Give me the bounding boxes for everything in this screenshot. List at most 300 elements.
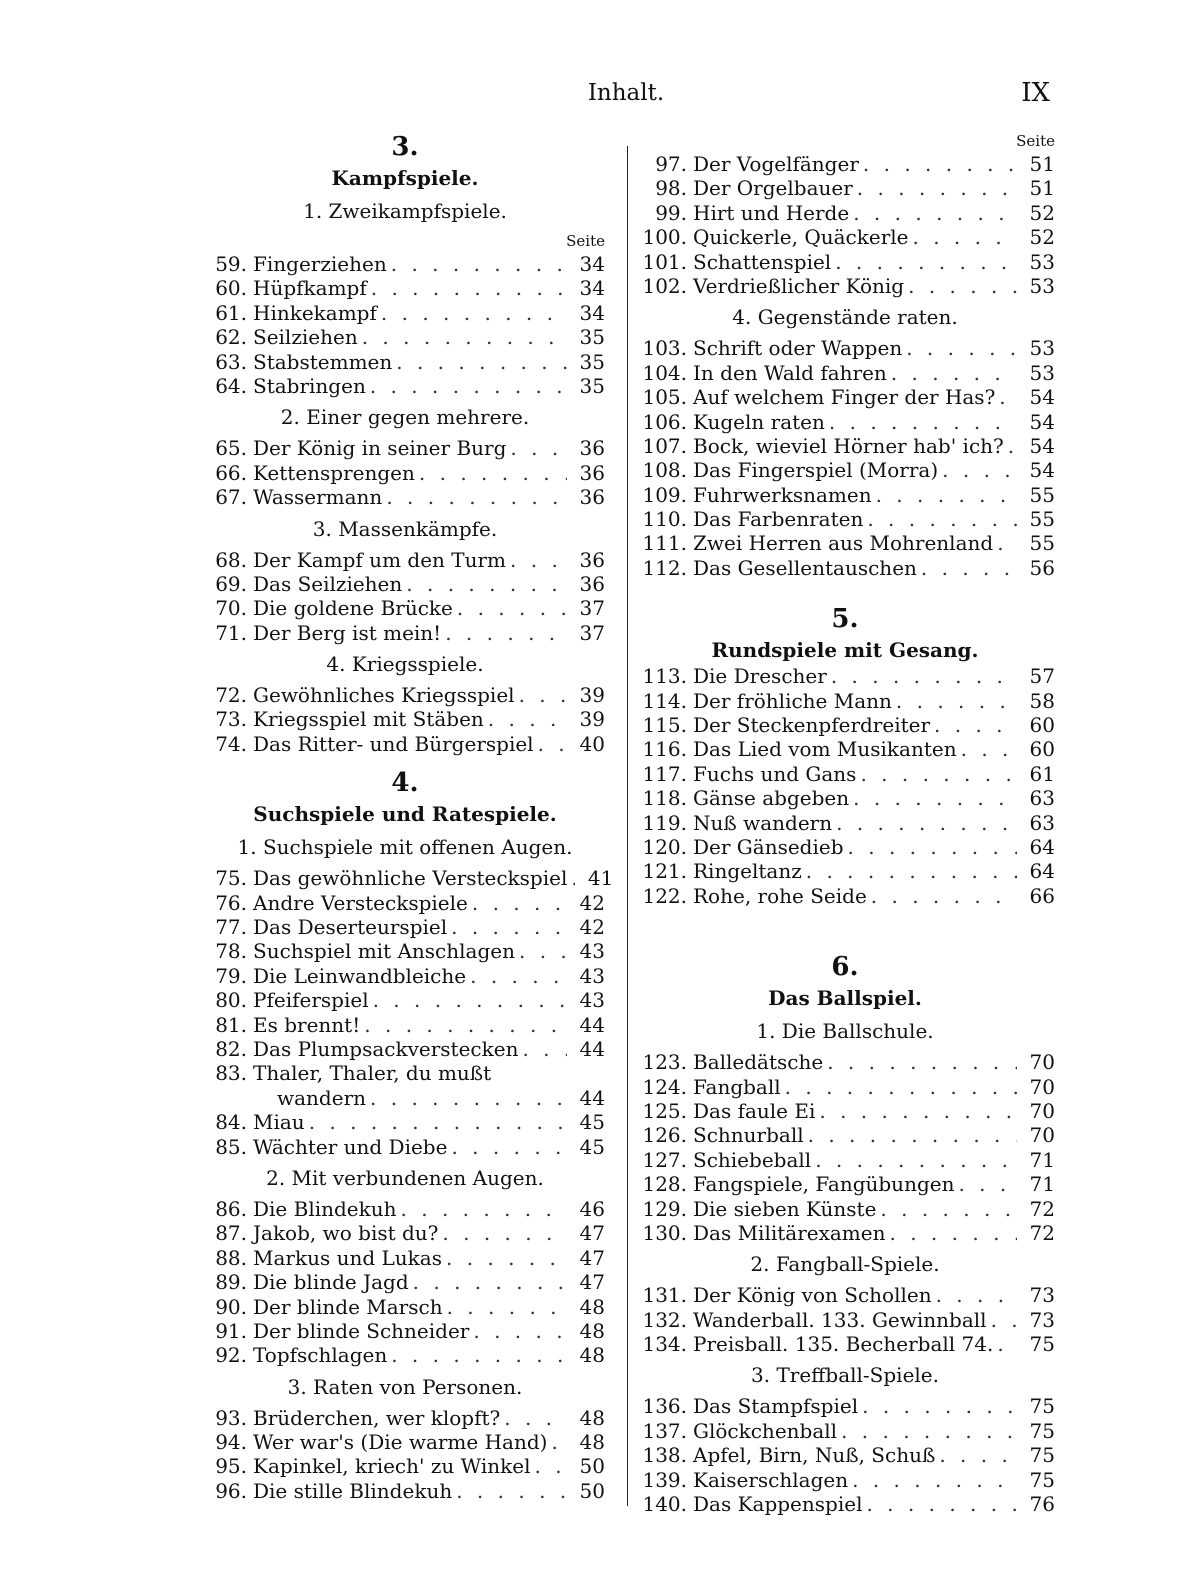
entry-page: 71: [1029, 1147, 1055, 1172]
entry-page: 35: [579, 373, 605, 398]
running-title: Inhalt.: [587, 80, 665, 106]
toc-entry: [635, 152, 1055, 176]
entry-title: Kriegsspiel mit Stäben: [253, 707, 484, 732]
entry-title: Schnurball: [693, 1123, 804, 1148]
toc-entry: [205, 461, 605, 485]
entry-number: 125.: [642, 1098, 687, 1123]
toc-entry: [635, 225, 1055, 249]
entry-title: Die sieben Künste: [693, 1196, 877, 1221]
entry-number: 74.: [215, 731, 247, 756]
entry-title: Wer war's (Die warme Hand): [253, 1430, 548, 1455]
entry-list: [635, 152, 1055, 298]
entry-number: 138.: [642, 1443, 687, 1468]
entry-number: 124.: [642, 1074, 687, 1099]
entry-number: 92.: [215, 1343, 247, 1368]
entry-page: 39: [579, 707, 605, 732]
entry-page: 45: [579, 1110, 605, 1135]
entry-title: Brüderchen, wer klopft?: [253, 1405, 501, 1430]
toc-entry: [635, 859, 1055, 883]
entry-title: Der blinde Marsch: [253, 1294, 443, 1319]
entry-number: 91.: [215, 1318, 247, 1343]
entry-number: 68.: [215, 547, 247, 572]
entry-number: 59.: [215, 252, 247, 276]
seite-label: Seite: [566, 232, 605, 250]
entry-list: [635, 1283, 1055, 1356]
toc-entry: [205, 1197, 605, 1221]
toc-entry: [205, 350, 605, 374]
entry-number: 87.: [215, 1221, 247, 1246]
leader-dots: [849, 201, 1017, 225]
entry-page: 42: [579, 915, 605, 940]
toc-entry: [635, 1283, 1055, 1307]
entry-number: 131.: [642, 1283, 687, 1308]
entry-number: 89.: [215, 1270, 247, 1295]
leader-dots: [930, 713, 1017, 737]
leader-dots: [827, 664, 1017, 688]
leader-dots: [387, 252, 567, 276]
entry-page: 53: [1029, 336, 1055, 361]
entry-title: Kaiserschlagen: [693, 1467, 849, 1492]
section-title: Kampfspiele.: [331, 166, 479, 190]
entry-title: Der König von Schollen: [693, 1283, 932, 1308]
entry-title: Gewöhnliches Kriegsspiel: [253, 683, 515, 708]
page-number: IX: [1021, 78, 1050, 108]
leader-dots: [506, 436, 567, 460]
entry-page: 66: [1029, 883, 1055, 908]
entry-title: Kugeln raten: [693, 409, 825, 434]
toc-entry: [205, 1270, 605, 1294]
entry-page: 70: [1029, 1123, 1055, 1148]
entry-list: [205, 548, 605, 646]
toc-entry: [205, 1061, 605, 1085]
subsection-title: 2. Fangball-Spiele.: [750, 1252, 940, 1277]
entry-title: Zwei Herren aus Mohrenland: [693, 531, 994, 556]
toc-entry: [635, 1221, 1055, 1245]
entry-number: 120.: [642, 834, 687, 859]
entry-number: 93.: [215, 1405, 247, 1430]
entry-number: 129.: [642, 1196, 687, 1221]
leader-dots: [484, 707, 567, 731]
toc-entry: [205, 866, 614, 891]
entry-number: 77.: [215, 915, 247, 940]
toc-entry: [635, 1148, 1055, 1172]
entry-page: 60: [1029, 713, 1055, 738]
entry-title: Der Orgelbauer: [693, 176, 853, 201]
toc-entry: [635, 556, 1055, 580]
entry-page: 47: [579, 1270, 605, 1295]
entry-page: 34: [579, 252, 605, 276]
leader-dots: [366, 374, 567, 398]
toc-entry: [635, 410, 1055, 434]
toc-entry: [205, 1037, 605, 1061]
entry-page: 35: [579, 349, 605, 374]
entry-title: Jakob, wo bist du?: [253, 1221, 439, 1246]
subsection-title: 3. Treffball-Spiele.: [751, 1363, 939, 1388]
entry-page: 63: [1029, 810, 1055, 835]
entry-title: Fangball: [693, 1074, 781, 1099]
entry-number: 71.: [215, 620, 247, 645]
entry-title: In den Wald fahren: [693, 360, 887, 385]
leader-dots: [567, 866, 575, 890]
entry-list: [635, 1394, 1055, 1516]
toc-entry: [635, 1050, 1055, 1074]
toc-entry-continuation: [205, 1086, 605, 1110]
entry-title: Die Drescher: [693, 664, 827, 689]
toc-entry: [205, 485, 605, 509]
toc-entry: [205, 683, 605, 707]
toc-entry: [205, 1013, 605, 1037]
entry-number: 102.: [642, 273, 687, 298]
toc-entry: [205, 621, 605, 645]
entry-list: [205, 683, 605, 756]
entry-number: 88.: [215, 1245, 247, 1270]
toc-entry: [635, 664, 1055, 688]
toc-entry: [635, 434, 1055, 458]
entry-title: Seilziehen: [253, 325, 358, 350]
entry-title: Auf welchem Finger der Has?: [693, 385, 996, 410]
leader-dots: [466, 964, 567, 988]
seite-label: Seite: [1016, 132, 1055, 150]
toc-entry: [635, 1492, 1055, 1516]
leader-dots: [500, 1406, 567, 1430]
entry-number: 60.: [215, 276, 247, 301]
toc-entry: [205, 732, 605, 756]
leader-dots: [856, 762, 1017, 786]
entry-page: 42: [579, 890, 605, 915]
entry-number: 103.: [642, 336, 687, 361]
entry-title: Wanderball. 133. Gewinnball: [693, 1307, 987, 1332]
leader-dots: [957, 737, 1017, 761]
entry-page: 43: [579, 939, 605, 964]
toc-entry: [205, 1246, 605, 1270]
entry-page: 75: [1029, 1332, 1055, 1357]
entry-number: 69.: [215, 571, 247, 596]
entry-number: 106.: [642, 409, 687, 434]
right-column: [635, 130, 1055, 1516]
leader-dots: [367, 276, 567, 300]
entry-title: Der Berg ist mein!: [253, 620, 442, 645]
entry-title: Hinkekampf: [253, 300, 377, 325]
leader-dots: [844, 835, 1017, 859]
entry-page: 75: [1029, 1418, 1055, 1443]
entry-number: 109.: [642, 482, 687, 507]
entry-page: 63: [1029, 786, 1055, 811]
entry-title: Verdrießlicher König: [693, 273, 905, 298]
entry-title: Die stille Blindekuh: [253, 1478, 453, 1503]
entry-page: 48: [579, 1405, 605, 1430]
entry-number: 94.: [215, 1430, 247, 1455]
entry-page: 54: [1029, 409, 1055, 434]
entry-title: Das Deserteurspiel: [253, 915, 448, 940]
toc-entry: [205, 1319, 605, 1343]
entry-page: 55: [1029, 531, 1055, 556]
entry-number: 104.: [642, 360, 687, 385]
entry-title: Hirt und Herde: [693, 200, 850, 225]
leader-dots: [530, 1454, 567, 1478]
entry-number: 112.: [642, 555, 687, 580]
entry-title: Der Gänsedieb: [693, 834, 844, 859]
entry-number: 75.: [215, 866, 247, 891]
entry-number: 101.: [642, 249, 687, 274]
entry-list: [205, 1110, 605, 1159]
entry-list: [205, 436, 605, 509]
subsection-title: 1. Suchspiele mit offenen Augen.: [237, 835, 573, 860]
entry-title: Das Kappenspiel: [693, 1492, 863, 1517]
entry-number: 80.: [215, 988, 247, 1013]
leader-dots: [876, 1197, 1017, 1221]
entry-list: [635, 336, 1055, 580]
leader-dots: [469, 1319, 567, 1343]
leader-dots: [781, 1075, 1017, 1099]
toc-entry: [635, 1394, 1055, 1418]
entry-title: Bock, wieviel Hörner hab' ich?: [693, 433, 1004, 458]
toc-entry: [635, 884, 1055, 908]
leader-dots: [811, 1148, 1017, 1172]
toc-entry: [205, 1454, 605, 1478]
entry-number: 84.: [215, 1110, 247, 1135]
leader-dots: [832, 811, 1017, 835]
entry-number: 99.: [655, 200, 687, 225]
entry-page: 40: [579, 731, 605, 756]
leader-dots: [518, 1037, 567, 1061]
leader-dots: [909, 225, 1018, 249]
entry-page: 50: [579, 1454, 605, 1479]
subsection-title: 2. Einer gegen mehrere.: [280, 405, 530, 430]
entry-title: Das Lied vom Musikanten: [693, 737, 957, 762]
leader-dots: [366, 1086, 567, 1110]
leader-dots: [862, 1492, 1017, 1516]
toc-entry: [635, 507, 1055, 531]
entry-page: 35: [579, 325, 605, 350]
leader-dots: [886, 1221, 1018, 1245]
toc-entry: [635, 1172, 1055, 1196]
entry-page: 70: [1029, 1074, 1055, 1099]
toc-entry: [635, 713, 1055, 737]
toc-entry: [635, 1197, 1055, 1221]
toc-entry: [635, 483, 1055, 507]
entry-page: 75: [1029, 1394, 1055, 1419]
entry-page: 48: [579, 1343, 605, 1368]
entry-title: Der Vogelfänger: [693, 152, 859, 176]
toc-entry: [635, 336, 1055, 360]
toc-entry: [205, 374, 605, 398]
toc-entry: [635, 531, 1055, 555]
entry-number: 97.: [655, 152, 687, 176]
entry-page: 72: [1029, 1220, 1055, 1245]
entry-page: 57: [1029, 664, 1055, 689]
left-column: [205, 130, 614, 1503]
entry-title: Stabstemmen: [253, 349, 393, 374]
leader-dots: [938, 458, 1017, 482]
entry-title: Gänse abgeben: [693, 786, 850, 811]
leader-dots: [863, 507, 1017, 531]
entry-number: 130.: [642, 1220, 687, 1245]
entry-title: Fuchs und Gans: [693, 761, 857, 786]
entry-page: 52: [1029, 225, 1055, 250]
toc-entry: [635, 385, 1055, 409]
entry-page: 51: [1029, 152, 1055, 176]
entry-number: 110.: [642, 507, 687, 532]
entry-page: 53: [1029, 273, 1055, 298]
entry-page: 53: [1029, 360, 1055, 385]
entry-title: Schiebeball: [693, 1147, 812, 1172]
entry-title: Thaler, Thaler, du mußt: [253, 1061, 492, 1086]
entry-page: 43: [579, 988, 605, 1013]
entry-page: 36: [579, 571, 605, 596]
entry-page: 71: [1029, 1172, 1055, 1197]
entry-title: Es brennt!: [253, 1012, 361, 1037]
entry-number: 96.: [215, 1478, 247, 1503]
section-number: 4.: [391, 768, 419, 799]
toc-entry: [635, 1308, 1055, 1332]
leader-dots: [993, 531, 1017, 555]
toc-entry: [205, 252, 605, 276]
entry-page: 75: [1029, 1467, 1055, 1492]
leader-dots: [506, 548, 567, 572]
leader-dots: [377, 301, 567, 325]
entry-title: Das Plumpsackverstecken: [253, 1036, 519, 1061]
leader-dots: [859, 152, 1017, 176]
entry-number: 76.: [215, 890, 247, 915]
leader-dots: [369, 988, 567, 1012]
leader-dots: [515, 939, 567, 963]
entry-page: 51: [1029, 176, 1055, 201]
entry-title: Markus und Lukas: [253, 1245, 442, 1270]
entry-title: Apfel, Birn, Nuß, Schuß: [693, 1443, 936, 1468]
leader-dots: [382, 485, 567, 509]
entry-page: 56: [1029, 555, 1055, 580]
entry-page: 39: [579, 683, 605, 708]
entry-number: 113.: [642, 664, 687, 689]
toc-entry: [205, 1343, 605, 1367]
toc-entry: [635, 835, 1055, 859]
entry-title: Rohe, rohe Seide: [693, 883, 867, 908]
leader-dots: [831, 250, 1017, 274]
entry-list: [205, 1197, 605, 1368]
toc-entry: [635, 811, 1055, 835]
toc-entry: [205, 301, 605, 325]
leader-dots: [305, 1110, 567, 1134]
leader-dots: [954, 1172, 1017, 1196]
entry-title: Kapinkel, kriech' zu Winkel: [253, 1454, 531, 1479]
toc-entry: [205, 1221, 605, 1245]
entry-title: Der Kampf um den Turm: [253, 547, 507, 572]
entry-number: 118.: [642, 786, 687, 811]
entry-title: Suchspiel mit Anschlagen: [253, 939, 515, 964]
entry-page: 70: [1029, 1050, 1055, 1075]
entry-page: 54: [1029, 433, 1055, 458]
toc-entry: [205, 276, 605, 300]
entry-page: 64: [1029, 859, 1055, 884]
entry-page: 36: [579, 460, 605, 485]
entry-title: Schattenspiel: [693, 249, 832, 274]
entry-number: 121.: [642, 859, 687, 884]
entry-title: Fuhrwerksnamen: [693, 482, 872, 507]
entry-number: 127.: [642, 1147, 687, 1172]
subsection-title: 1. Die Ballschule.: [756, 1019, 934, 1044]
entry-title: Das Gesellentauschen: [693, 555, 917, 580]
section-title: Rundspiele mit Gesang.: [711, 638, 979, 663]
leader-dots: [468, 891, 567, 915]
entry-title: Das Ritter- und Bürgerspiel: [253, 731, 534, 756]
entry-title: Die Leinwandbleiche: [253, 963, 467, 988]
entry-page: 55: [1029, 507, 1055, 532]
subsection-title: 4. Gegenstände raten.: [732, 305, 958, 330]
entry-page: 54: [1029, 385, 1055, 410]
leader-dots: [917, 556, 1017, 580]
entry-number: 63.: [215, 349, 247, 374]
leader-dots: [387, 1343, 567, 1367]
entry-number: 105.: [642, 385, 687, 410]
entry-title: Hüpfkampf: [253, 276, 367, 301]
entry-title: Das Stampfspiel: [693, 1394, 859, 1419]
entry-title: Wächter und Diebe: [253, 1134, 448, 1159]
entry-title: Die blinde Jagd: [253, 1270, 409, 1295]
entry-title: Wassermann: [253, 485, 383, 510]
entry-title: Der blinde Schneider: [253, 1318, 470, 1343]
entry-number: 126.: [642, 1123, 687, 1148]
leader-dots: [825, 410, 1017, 434]
leader-dots: [547, 1430, 567, 1454]
leader-dots: [802, 859, 1017, 883]
toc-entry: [205, 939, 605, 963]
toc-entry: [635, 361, 1055, 385]
toc-entry: [205, 988, 605, 1012]
toc-entry: [635, 1332, 1055, 1356]
entry-number: 128.: [642, 1172, 687, 1197]
entry-number: 81.: [215, 1012, 247, 1037]
entry-number: 64.: [215, 373, 247, 398]
toc-entry: [205, 1479, 605, 1503]
leader-dots: [441, 621, 567, 645]
toc-entry: [635, 176, 1055, 200]
toc-entry: [205, 436, 605, 460]
entry-title: Das gewöhnliche Versteckspiel: [253, 866, 568, 891]
entry-number: 132.: [642, 1307, 687, 1332]
entry-number: 136.: [642, 1394, 687, 1419]
entry-page: 53: [1029, 249, 1055, 274]
toc-entry: [205, 1110, 605, 1134]
entry-page: 76: [1029, 1492, 1055, 1517]
entry-page: 34: [579, 276, 605, 301]
toc-entry: [635, 1468, 1055, 1492]
entry-page: 34: [579, 300, 605, 325]
entry-page: 60: [1029, 737, 1055, 762]
toc-entry: [205, 1135, 605, 1159]
entry-list: [635, 1050, 1055, 1245]
toc-entry: [635, 1419, 1055, 1443]
entry-number: 119.: [642, 810, 687, 835]
entry-title: Andre Versteckspiele: [253, 890, 468, 915]
leader-dots: [867, 884, 1017, 908]
leader-dots: [397, 1197, 567, 1221]
toc-entry: [635, 1123, 1055, 1147]
entry-number: 98.: [655, 176, 687, 201]
section-number: 3.: [391, 132, 419, 162]
leader-dots: [443, 1295, 567, 1319]
entry-title: Die goldene Brücke: [253, 596, 453, 621]
toc-entry: [205, 1406, 605, 1430]
entry-page: 41: [587, 866, 614, 891]
leader-dots: [902, 336, 1017, 360]
entry-page: 43: [579, 963, 605, 988]
leader-dots: [447, 915, 567, 939]
entry-page: 73: [1029, 1283, 1055, 1308]
toc-entry: [635, 274, 1055, 298]
entry-title: Das Militärexamen: [693, 1220, 886, 1245]
entry-page: 58: [1029, 688, 1055, 713]
subsection-title: 3. Raten von Personen.: [287, 1374, 523, 1399]
